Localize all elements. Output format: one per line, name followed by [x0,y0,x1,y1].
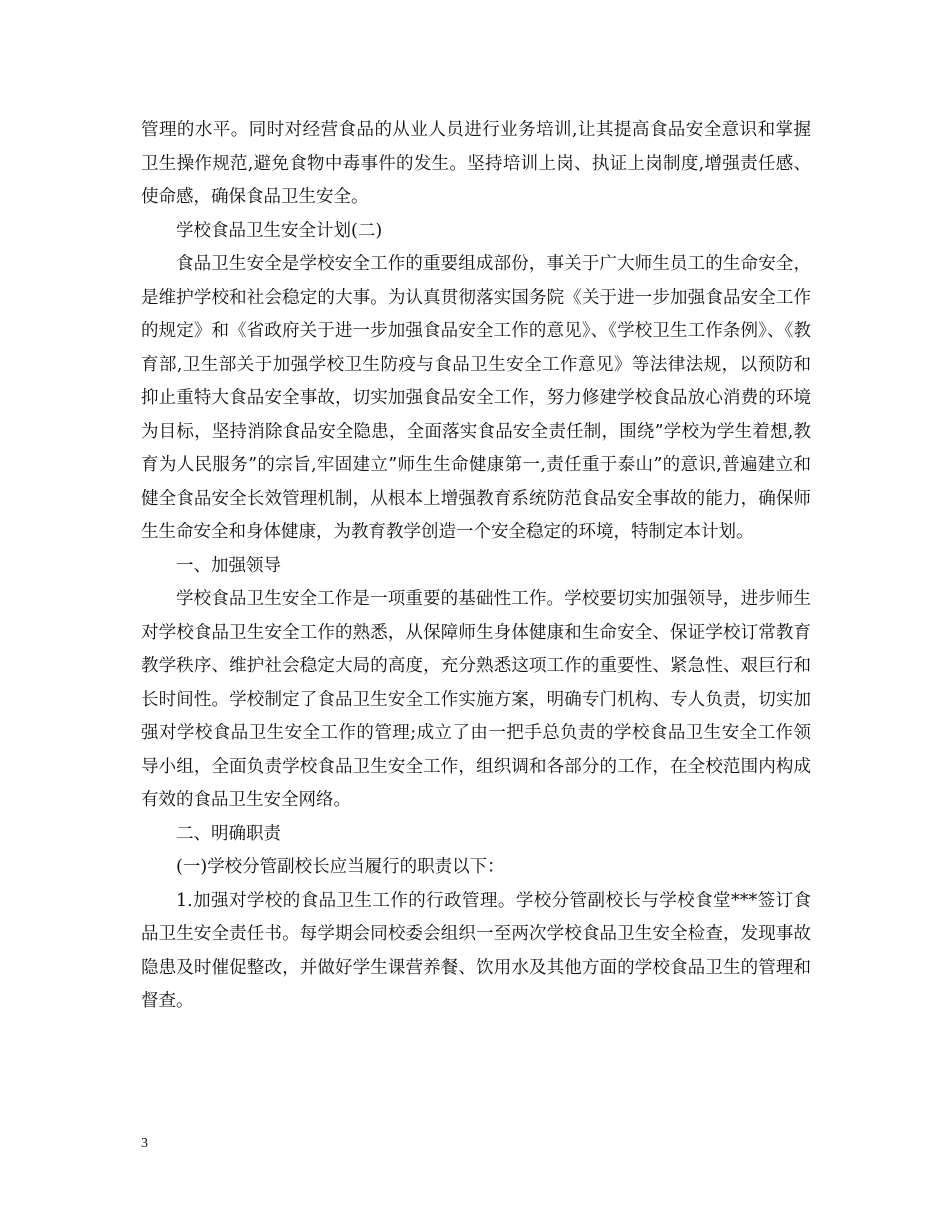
paragraph-intro: 食品卫生安全是学校安全工作的重要组成部份，事关于广大师生员工的生命安全，是维护学校和社会稳定的大事。为认真贯彻落实国务院《关于进一步加强食品安全工作的规定》和《省政府关于进一步加强食品安全工作的意见》、《学校卫生工作条例》、《教育部,卫生部关于加强学校卫生防疫与食品卫生安全工作意见》等法律法规，以预防和抑止重特大食品安全事故，切实加强食品安全工作，努力修建学校食品放心消费的环境为目标，坚持消除食品安全隐患，全面落实食品安全责任制，围绕”学校为学生着想,教育为人民服务”的宗旨,牢固建立”师生生命健康第一,责任重于泰山”的意识,普遍建立和健全食品安全长效管理机制，从根本上增强教育系统防范食品安全事故的能力，确保师生生命安全和身体健康，为教育教学创造一个安全稳定的环境，特制定本计划。 [141,254,811,542]
document-body [141,114,811,1019]
page-number: 3 [141,1136,148,1151]
heading-clarify-duties: 二、明确职责 [176,823,281,844]
subheading-vice-principal-duties: (一)学校分管副校长应当履行的职责以下： [176,857,505,877]
section-title: 学校食品卫生安全计划(二) [176,220,383,241]
paragraph-continuation: 管理的水平。同时对经营食品的从业人员进行业务培训,让其提高食品安全意识和掌握卫生操作规范,避免食物中毒事件的发生。坚持培训上岗、执证上岗制度,增强责任感、使命感，确保食品卫生安全。 [141,120,811,207]
list-item-1: 1.加强对学校的食品卫生工作的行政管理。学校分管副校长与学校食堂***签订食品卫生安全责任书。每学期会同校委会组织一至两次学校食品卫生安全检查，发现事故隐患及时催促整改，并做好学生课营养餐、饮用水及其他方面的学校食品卫生的管理和督查。 [141,890,811,1011]
paragraph-leadership: 学校食品卫生安全工作是一项重要的基础性工作。学校要切实加强领导，进步师生对学校食品卫生安全工作的熟悉，从保障师生身体健康和生命安全、保证学校订常教育教学秩序、维护社会稳定大局的高度，充分熟悉这项工作的重要性、紧急性、艰巨行和长时间性。学校制定了食品卫生安全工作实施方案，明确专门机构、专人负责，切实加强对学校食品卫生安全工作的管理;成立了由一把手总负责的学校食品卫生安全工作领导小组，全面负责学校食品卫生安全工作，组织调和各部分的工作，在全校范围内构成有效的食品卫生安全网络。 [141,589,811,810]
heading-strengthen-leadership: 一、加强领导 [176,555,281,576]
